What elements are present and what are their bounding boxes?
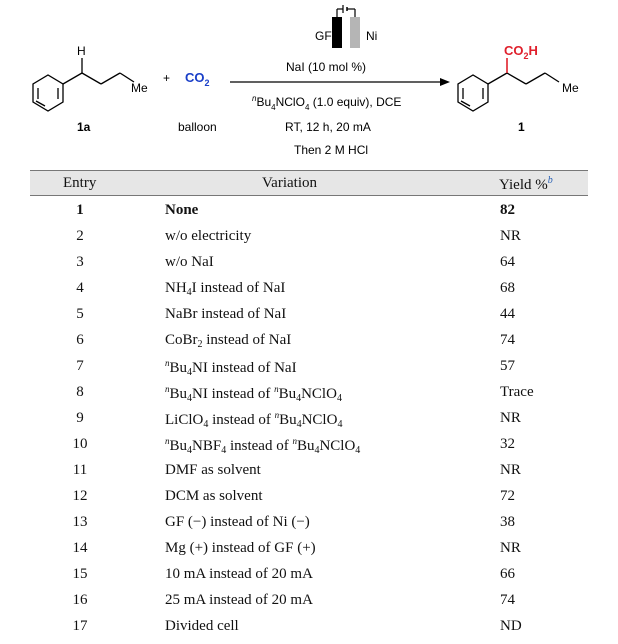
yield-value: 32: [500, 436, 515, 452]
yield-value: 68: [500, 280, 515, 296]
entry-number: 7: [76, 358, 84, 374]
entry-number: 5: [76, 306, 84, 322]
table-row: [0, 462, 618, 488]
product-me-label: Me: [562, 81, 579, 95]
substrate-h-label: H: [77, 44, 86, 58]
variation-text: w/o electricity: [165, 228, 252, 244]
table-row: [0, 618, 618, 644]
substrate-me-label: Me: [131, 81, 148, 95]
graphite-felt-electrode: [332, 17, 342, 48]
entry-number: 10: [72, 436, 88, 452]
table-row: [0, 280, 618, 306]
variation-text: LiClO$_4$ instead of $^nBu_4NClO_4$: [165, 410, 343, 430]
yield-value: NR: [500, 410, 521, 426]
yield-value: NR: [500, 540, 521, 556]
entry-number: 15: [72, 566, 88, 582]
condition-workup: Then 2 M HCl: [294, 143, 369, 157]
table-row: [0, 384, 618, 410]
variation-text: Mg (+) instead of GF (+): [165, 540, 316, 556]
header-yield: Yield %$^b$: [499, 175, 553, 193]
entry-number: 17: [72, 618, 88, 634]
yield-value: 38: [500, 514, 515, 530]
plus-sign: +: [163, 71, 171, 85]
table-row: [0, 514, 618, 540]
variation-text: $^nBu_4NI$ instead of NaI: [165, 358, 297, 378]
electrolysis-cell-icon: [332, 5, 360, 48]
reaction-scheme: [0, 0, 618, 170]
variation-text: 25 mA instead of 20 mA: [165, 592, 313, 608]
entry-number: 9: [76, 410, 84, 426]
entry-number: 1: [76, 202, 84, 218]
entry-number: 3: [76, 254, 84, 270]
yield-value: ND: [500, 618, 522, 634]
entry-number: 8: [76, 384, 84, 400]
variation-text: GF (−) instead of Ni (−): [165, 514, 310, 530]
table-row: [0, 254, 618, 280]
table-row: [0, 332, 618, 358]
yield-value: Trace: [500, 384, 534, 400]
yield-value: 44: [500, 306, 515, 322]
substrate-structure: [33, 58, 134, 111]
product-compound-label: 1: [518, 120, 525, 134]
table-header: [30, 170, 588, 196]
electrode-left-label: GF: [315, 29, 332, 43]
header-variation: Variation: [262, 175, 317, 191]
variation-text: $^nBu_4NI$ instead of $^nBu_4NClO_4$: [165, 384, 342, 404]
yield-value: 82: [500, 202, 515, 218]
entry-number: 6: [76, 332, 84, 348]
table-row: [0, 592, 618, 618]
entry-number: 2: [76, 228, 84, 244]
variation-text: CoBr$_2$ instead of NaI: [165, 332, 292, 350]
table-row: [0, 540, 618, 566]
yield-value: 66: [500, 566, 515, 582]
co2-reagent: $CO_2$: [185, 70, 210, 88]
entry-number: 14: [72, 540, 88, 556]
substrate-compound-label: 1a: [77, 120, 91, 134]
yield-value: 74: [500, 332, 515, 348]
variation-text: 10 mA instead of 20 mA: [165, 566, 313, 582]
yield-value: 74: [500, 592, 515, 608]
entry-number: 11: [72, 462, 88, 478]
table-row: [0, 566, 618, 592]
yield-value: 57: [500, 358, 515, 374]
header-entry: Entry: [63, 175, 97, 191]
table-row: [0, 358, 618, 384]
table-row: [0, 228, 618, 254]
product-carboxyl-group: $CO_2H$: [504, 43, 538, 61]
table-row: [0, 410, 618, 436]
entry-number: 16: [72, 592, 88, 608]
yield-value: 72: [500, 488, 515, 504]
electrode-right-label: Ni: [366, 29, 378, 43]
variation-text: $NH_4I$ instead of NaI: [165, 280, 286, 298]
yield-value: NR: [500, 462, 521, 478]
variation-text: DMF as solvent: [165, 462, 261, 478]
variation-text: Divided cell: [165, 618, 239, 634]
table-row: [0, 488, 618, 514]
yield-value: NR: [500, 228, 521, 244]
entry-number: 12: [72, 488, 88, 504]
co2-balloon-label: balloon: [178, 120, 217, 134]
variation-text: None: [165, 202, 199, 218]
entry-number: 13: [72, 514, 88, 530]
condition-time-current: RT, 12 h, 20 mA: [285, 120, 371, 134]
footnote-marker: b: [547, 175, 553, 186]
product-structure: [458, 73, 559, 111]
condition-electrolyte: $^nBu_4NClO_4$ (1.0 equiv), DCE: [252, 94, 402, 112]
variation-text: DCM as solvent: [165, 488, 263, 504]
table-row: [0, 202, 618, 228]
entry-number: 4: [76, 280, 84, 296]
table-row: [0, 436, 618, 462]
condition-catalyst: NaI (10 mol %): [286, 60, 367, 74]
variation-text: w/o NaI: [165, 254, 214, 270]
nickel-electrode: [350, 17, 360, 48]
yield-value: 64: [500, 254, 515, 270]
variation-text: NaBr instead of NaI: [165, 306, 287, 322]
table-row: [0, 306, 618, 332]
variation-text: $^nBu_4NBF_4$ instead of $^nBu_4NClO_4$: [165, 436, 361, 456]
